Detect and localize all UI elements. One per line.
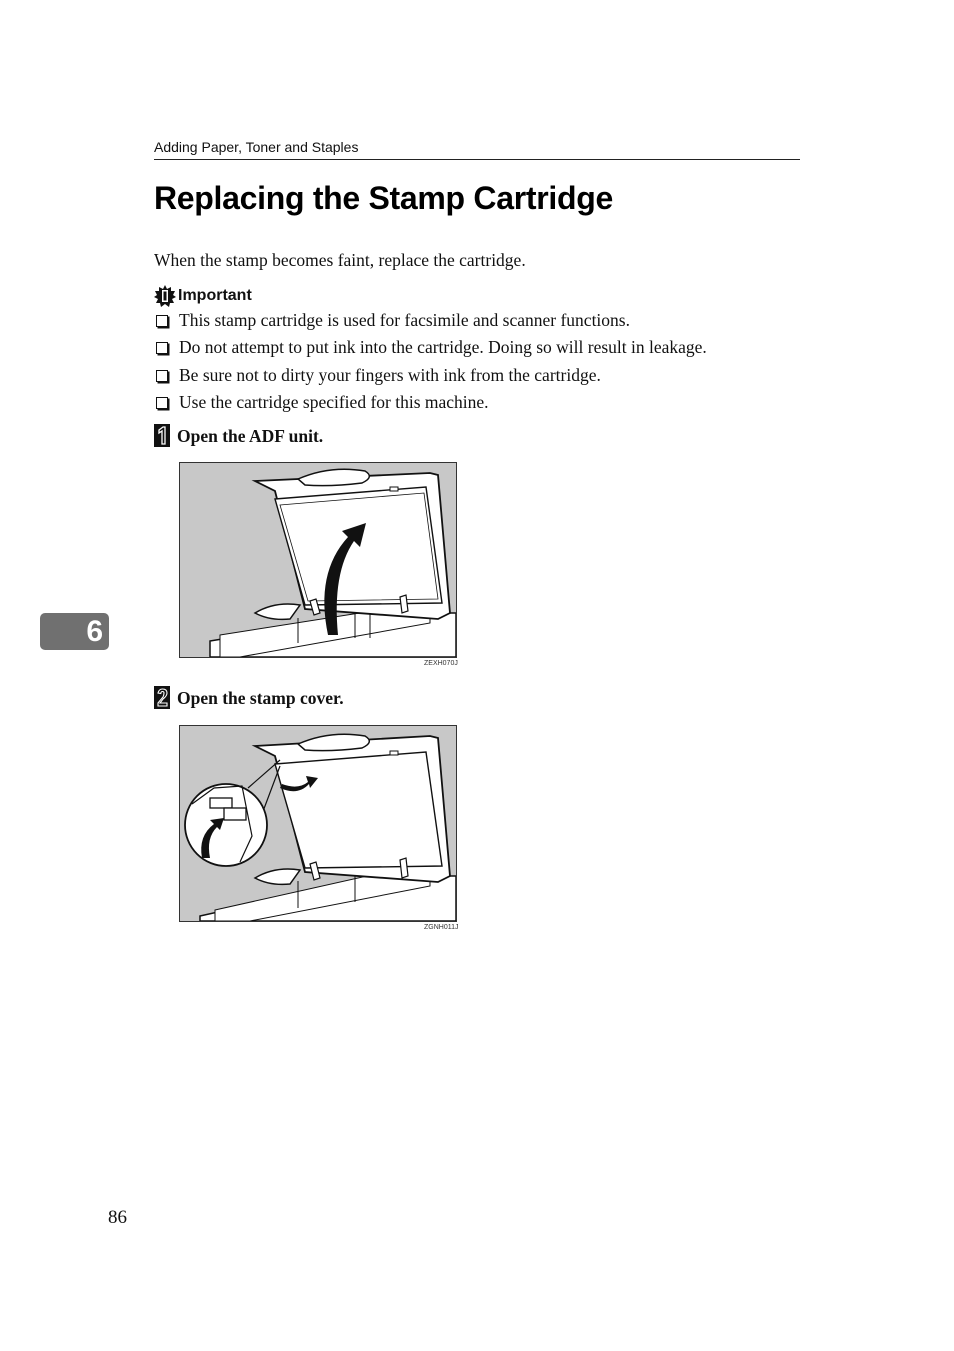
checkbox-bullet-icon — [156, 370, 168, 382]
step-2 — [154, 686, 344, 709]
step-text: Open the ADF unit. — [177, 426, 324, 446]
step-1 — [154, 424, 323, 447]
note-text: Do not attempt to put ink into the cartridge. Doing so will result in leakage. — [179, 337, 707, 358]
important-icon — [154, 285, 176, 307]
list-item — [154, 364, 814, 391]
important-heading — [154, 285, 252, 307]
step-number-badge — [154, 424, 170, 447]
checkbox-bullet-icon — [156, 315, 168, 327]
list-item — [154, 309, 814, 336]
important-notes — [154, 309, 814, 418]
checkbox-bullet-icon — [156, 397, 168, 409]
note-text: Use the cartridge specified for this machine. — [179, 391, 489, 412]
chapter-number: 6 — [86, 614, 103, 648]
list-item — [154, 391, 814, 418]
checkbox-bullet-icon — [156, 342, 168, 354]
intro-text: When the stamp becomes faint, replace the cartridge. — [154, 250, 526, 270]
figure-open-stamp-cover — [179, 725, 457, 922]
step-2-number-icon — [157, 688, 168, 707]
note-text: Be sure not to dirty your fingers with ink from the cartridge. — [179, 364, 601, 385]
figure-code: ZEXH070J — [424, 660, 458, 667]
running-title: Adding Paper, Toner and Staples — [154, 139, 359, 155]
stamp-cover-illustration — [180, 726, 456, 921]
adf-open-illustration — [180, 463, 456, 657]
running-header — [154, 139, 800, 160]
list-item — [154, 336, 814, 363]
page-title: Replacing the Stamp Cartridge — [154, 180, 613, 216]
figure-open-adf — [179, 462, 457, 658]
chapter-tab — [40, 613, 109, 650]
important-label: Important — [178, 287, 252, 304]
page-number: 86 — [108, 1207, 127, 1228]
figure-code: ZGNH011J — [424, 924, 459, 931]
step-number-badge — [154, 686, 170, 709]
note-text: This stamp cartridge is used for facsimile and scanner functions. — [179, 310, 630, 330]
step-text: Open the stamp cover. — [177, 688, 344, 708]
step-1-number-icon — [157, 426, 167, 445]
